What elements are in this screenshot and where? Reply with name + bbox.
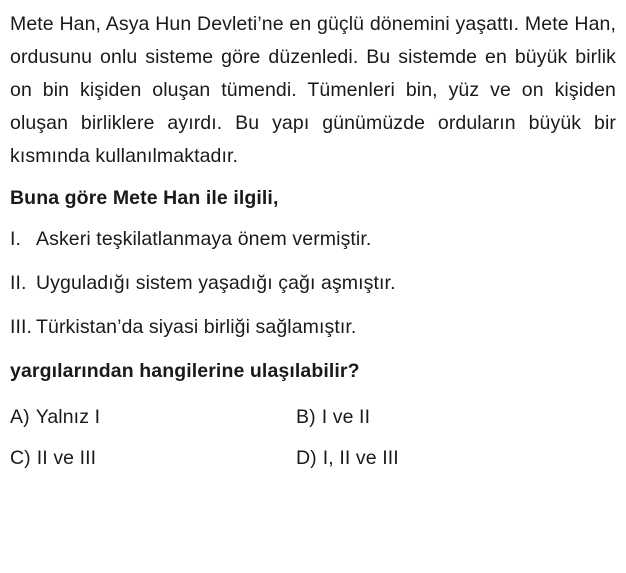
passage-text [6, 8, 620, 173]
passage-body: Mete Han, Asya Hun Devleti’ne en güçlü dönemini yaşattı. Mete Han, ordusunu onlu sisteme göre düzenledi. Bu sistemde en büyük birlik on bin kişiden oluşan tümendi. Tümenleri bin, yüz ve on kişiden oluşan birliklere ayırdı. Bu yapı günümüzde orduların büyük bir kısmında kullanılmaktadır. [10, 13, 616, 167]
statement-number: III. [10, 316, 33, 338]
statement-text: Türkistan’da siyasi birliği sağlamıştır. [36, 316, 357, 338]
option-d[interactable] [296, 445, 620, 471]
statement-text: Askeri teşkilatlanmaya önem vermiştir. [36, 228, 372, 250]
list-item [10, 312, 620, 342]
statement-number: II. [10, 272, 27, 294]
option-d-label: I, II ve III [322, 447, 399, 469]
question-prompt: yargılarından hangilerine ulaşılabilir? [10, 360, 360, 382]
option-a[interactable] [10, 404, 292, 430]
option-d-letter: D) [296, 447, 317, 469]
statement-text: Uyguladığı sistem yaşadığı çağı aşmıştır. [36, 272, 396, 294]
answer-options [6, 404, 620, 471]
option-a-letter: A) [10, 406, 30, 428]
option-b-label: I ve II [321, 406, 371, 428]
option-c-label: II ve III [36, 447, 97, 469]
option-a-label: Yalnız I [35, 406, 101, 428]
list-item [10, 268, 620, 298]
option-b-letter: B) [296, 406, 316, 428]
option-c-letter: C) [10, 447, 31, 469]
statement-list [6, 224, 620, 342]
lead-in-text: Buna göre Mete Han ile ilgili, [10, 187, 279, 209]
option-c[interactable] [10, 445, 292, 471]
statement-number: I. [10, 228, 22, 250]
option-b[interactable] [296, 404, 620, 430]
list-item [10, 224, 620, 254]
